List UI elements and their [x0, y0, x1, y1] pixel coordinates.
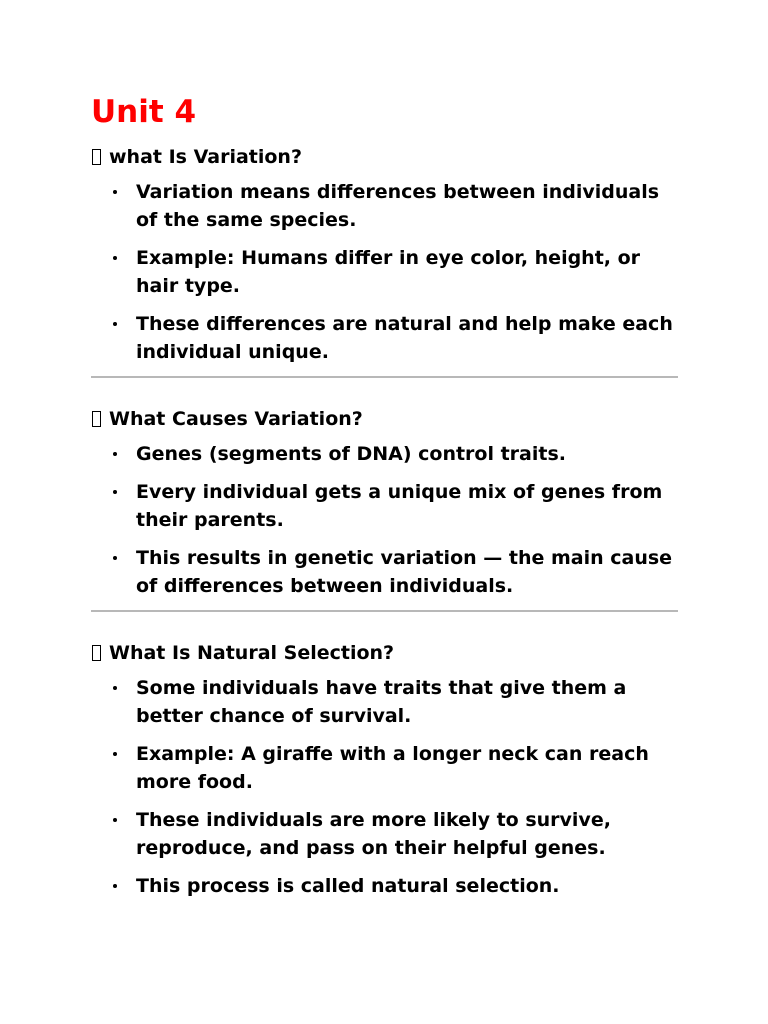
- section-what-is-variation: [91, 144, 678, 366]
- list-item: Example: Humans differ in eye color, height, or hair type.: [91, 244, 678, 300]
- bullet-icon: [113, 752, 117, 756]
- section-heading-text: what Is Variation?: [109, 146, 302, 168]
- section-heading-text: What Is Natural Selection?: [109, 642, 395, 664]
- list-item: This process is called natural selection.: [91, 872, 678, 900]
- list-item: Every individual gets a unique mix of genes from their parents.: [91, 478, 678, 534]
- section-divider: [91, 376, 678, 378]
- bullet-icon: [113, 452, 117, 456]
- bullet-list: [91, 440, 678, 600]
- section-heading: [91, 144, 678, 170]
- bullet-icon: [113, 818, 117, 822]
- list-item: These individuals are more likely to survive, reproduce, and pass on their helpful genes.: [91, 806, 678, 862]
- bullet-list: [91, 178, 678, 366]
- list-item: Example: A giraffe with a longer neck can reach more food.: [91, 740, 678, 796]
- section-what-is-natural-selection: [91, 640, 678, 900]
- bullet-icon: [113, 190, 117, 194]
- missing-glyph-icon: [92, 411, 101, 427]
- list-item: Some individuals have traits that give them a better chance of survival.: [91, 674, 678, 730]
- document-title: Unit 4: [91, 94, 197, 130]
- list-item: Variation means differences between individuals of the same species.: [91, 178, 678, 234]
- section-what-causes-variation: [91, 406, 678, 600]
- bullet-icon: [113, 490, 117, 494]
- list-item: Genes (segments of DNA) control traits.: [91, 440, 678, 468]
- bullet-icon: [113, 556, 117, 560]
- section-heading-text: What Causes Variation?: [109, 408, 363, 430]
- document-page: [91, 92, 678, 910]
- section-heading: [91, 406, 678, 432]
- list-item: These differences are natural and help make each individual unique.: [91, 310, 678, 366]
- missing-glyph-icon: [92, 645, 101, 661]
- bullet-icon: [113, 256, 117, 260]
- bullet-icon: [113, 884, 117, 888]
- missing-glyph-icon: [92, 149, 101, 165]
- section-heading: [91, 640, 678, 666]
- bullet-icon: [113, 322, 117, 326]
- bullet-icon: [113, 686, 117, 690]
- section-divider: [91, 610, 678, 612]
- list-item: This results in genetic variation — the main cause of differences between individuals.: [91, 544, 678, 600]
- bullet-list: [91, 674, 678, 900]
